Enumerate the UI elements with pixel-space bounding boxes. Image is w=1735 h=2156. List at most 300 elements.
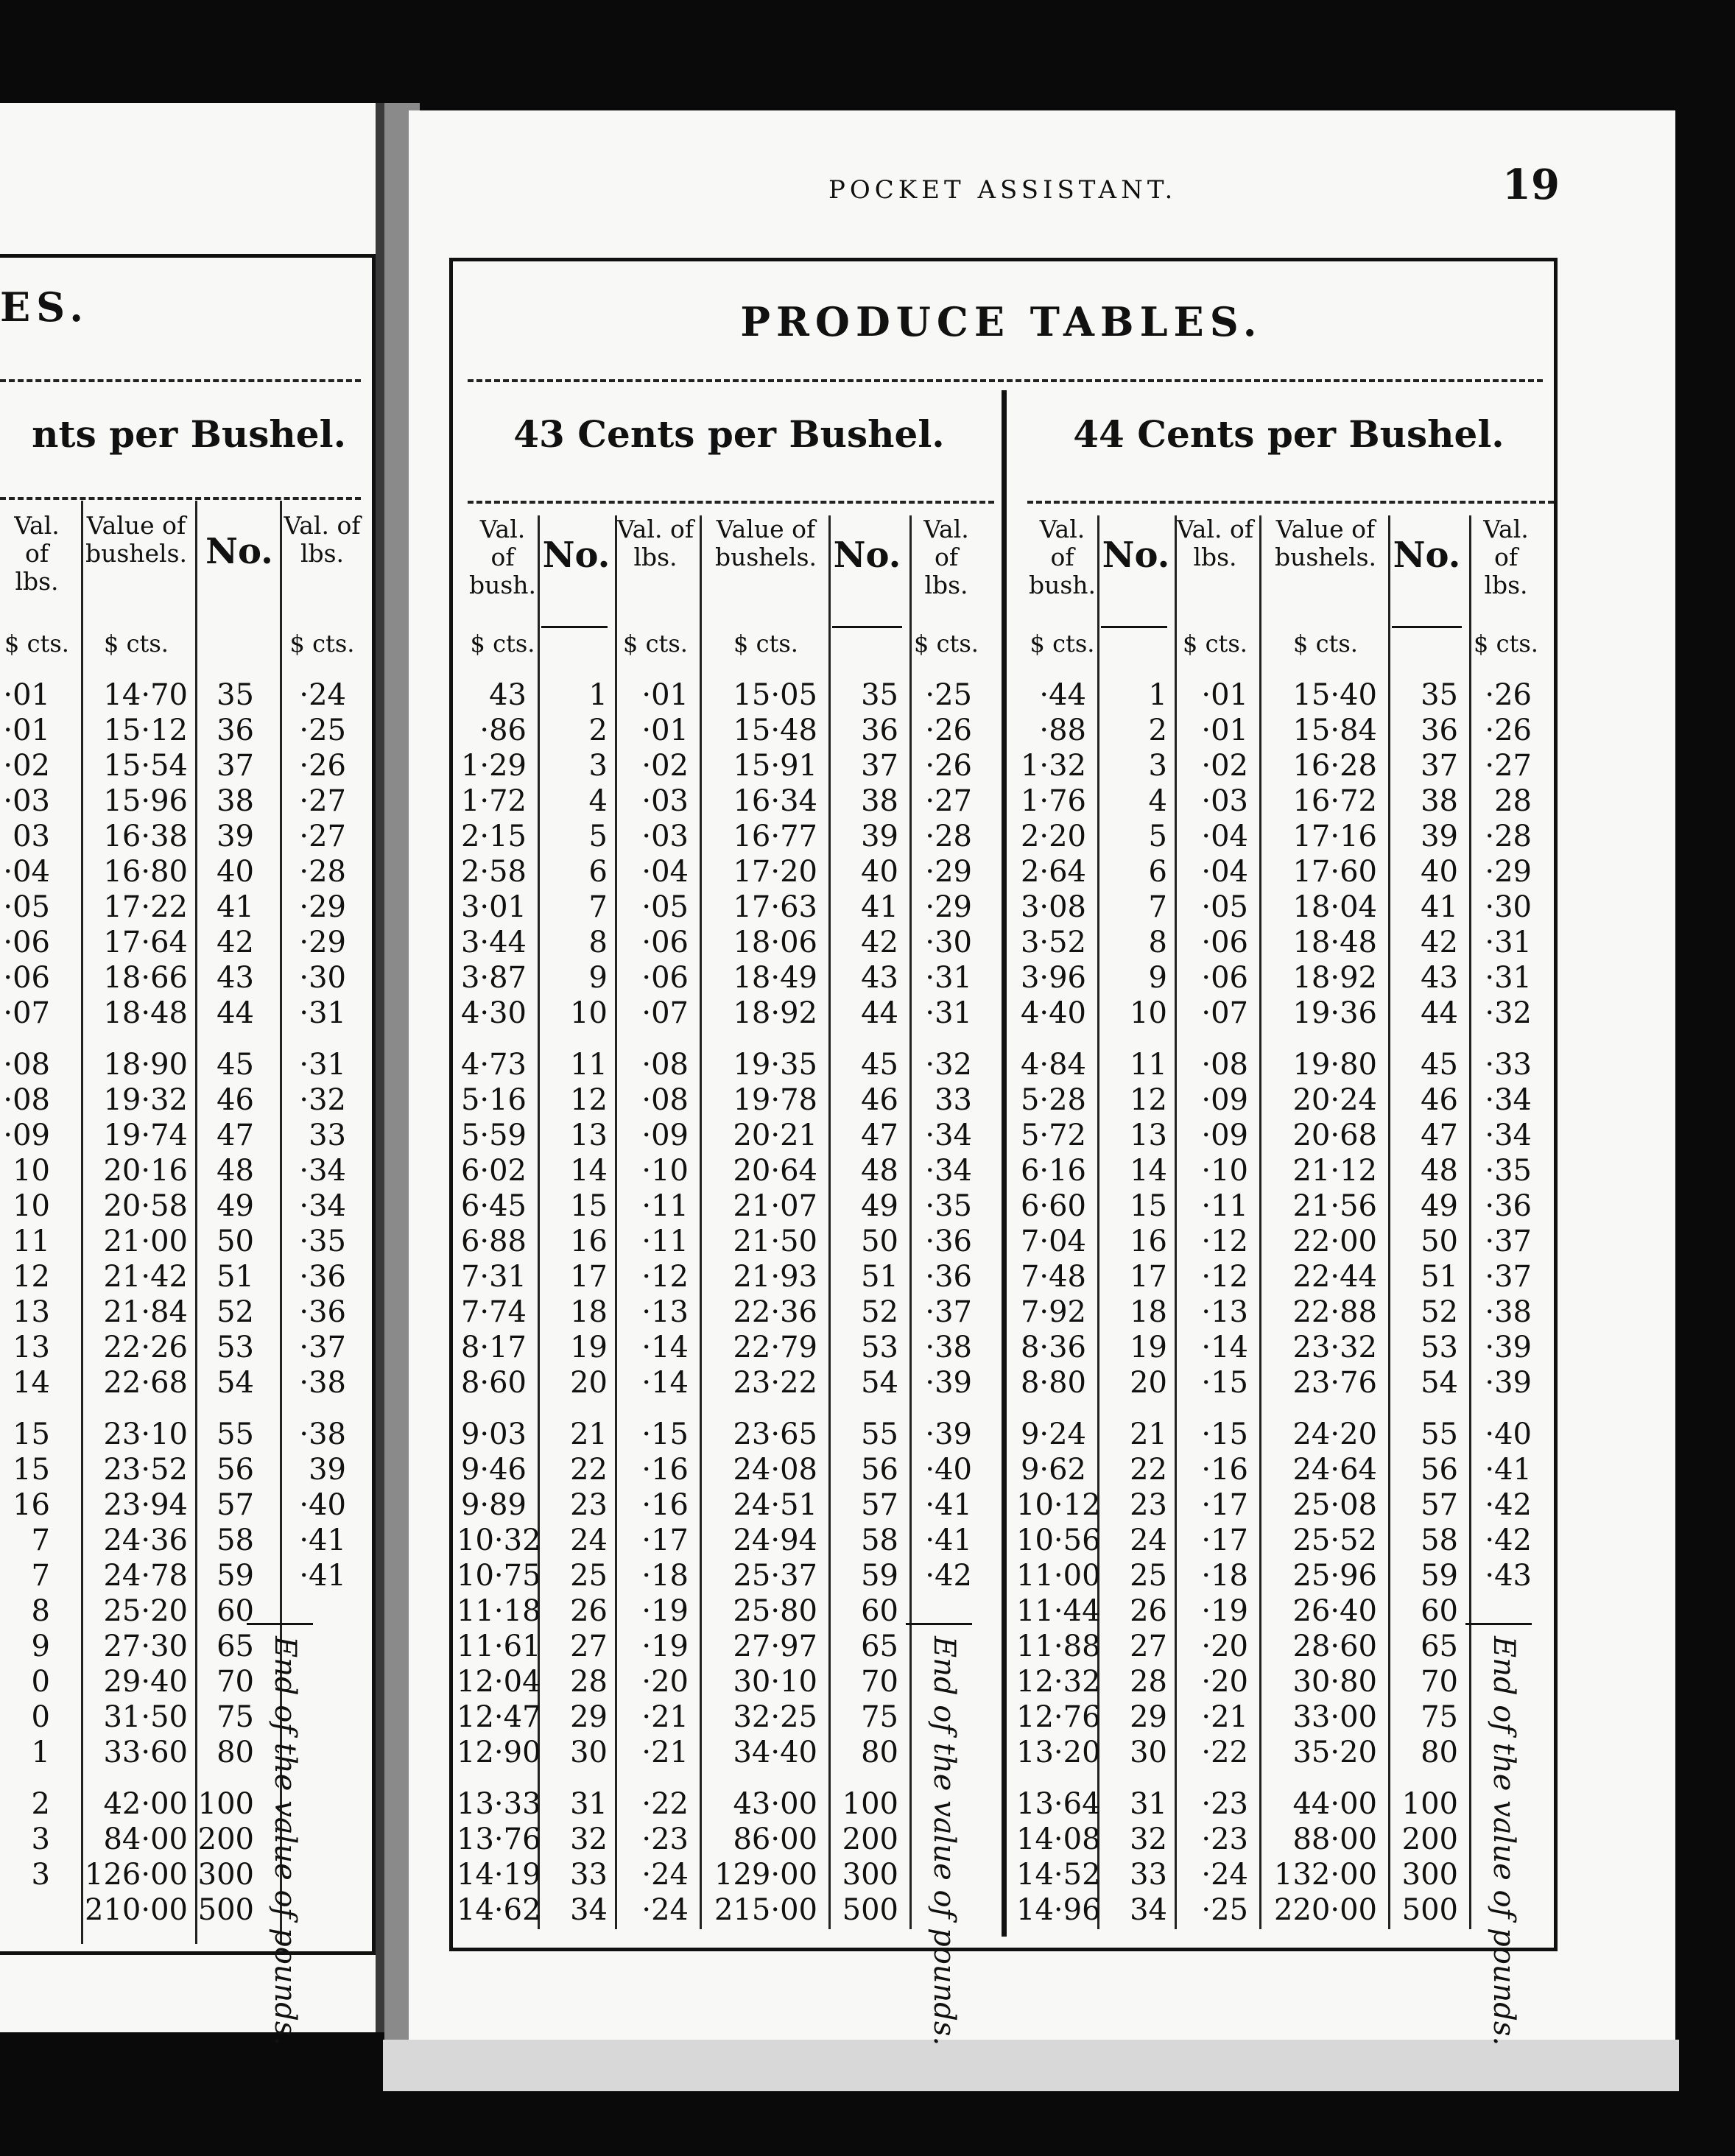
val-lbs-cell: ·24 [1201,1858,1248,1892]
bushels-value-cell: 129·00 [714,1858,817,1892]
bushels-value-cell: 18·92 [1292,961,1377,995]
val-lbs-cell: ·24 [641,1858,689,1892]
column-rule [81,501,83,1944]
val-lbs-cell: ·02 [3,749,50,783]
val-bush-cell: 13·20 [1016,1736,1101,1769]
val-lbs-cell: ·34 [299,1189,346,1223]
val-bush-cell: 7·48 [1020,1260,1086,1294]
number-cell: 52 [217,1295,254,1329]
number-cell: 52 [861,1295,898,1329]
val-lbs-cell: ·27 [1485,749,1532,783]
val-lbs-cell: ·06 [1201,926,1248,959]
val-bush-cell: 8·60 [460,1366,527,1400]
val-lbs-cell: ·26 [925,749,972,783]
val-bush-cell: 7·74 [460,1295,527,1329]
number-cell: 50 [861,1225,898,1258]
val-lbs-cell: ·39 [925,1366,972,1400]
bushels-value-cell: 20·58 [103,1189,188,1223]
val-lbs-cell: ·23 [641,1822,689,1856]
bushels-value-cell: 17·60 [1292,855,1377,889]
val-lbs-cell: ·42 [1485,1523,1532,1557]
val-lbs-cell: ·34 [1485,1118,1532,1152]
val-lbs-cell: 8 [31,1594,50,1628]
number-cell: 16 [1130,1225,1167,1258]
number-cell: 47 [217,1118,254,1152]
val-lbs-cell: ·10 [1201,1154,1248,1188]
unit-label: $ cts. [104,630,169,658]
val-lbs-cell: ·22 [1201,1736,1248,1769]
bushels-value-cell: 18·49 [733,961,817,995]
val-lbs-cell: ·15 [641,1417,689,1451]
number-cell: 7 [588,890,608,924]
number-cell: 14 [570,1154,608,1188]
val-lbs-cell: ·41 [299,1559,346,1593]
number-cell: 39 [217,820,254,853]
bushels-value-cell: 16·72 [1292,784,1377,818]
number-cell: 5 [588,820,608,853]
number-cell: 28 [570,1665,608,1699]
val-bush-cell: 12·47 [457,1700,541,1734]
val-lbs-cell: ·18 [1201,1559,1248,1593]
end-note: End of the value of pounds. [268,1636,302,2046]
val-lbs-cell: ·11 [641,1225,689,1258]
bushels-value-cell: 84·00 [103,1822,188,1856]
val-lbs-cell: ·37 [299,1331,346,1364]
number-cell: 38 [861,784,898,818]
number-cell: 53 [217,1331,254,1364]
number-cell: 200 [197,1822,254,1856]
number-cell: 2 [588,714,608,747]
val-bush-cell: 14·08 [1016,1822,1101,1856]
bushels-value-cell: 15·40 [1292,678,1377,712]
heading-rule [1027,501,1554,504]
bushels-value-cell: 28·60 [1292,1630,1377,1663]
val-lbs-cell: ·06 [641,961,689,995]
bushels-value-cell: 210·00 [85,1893,188,1927]
val-lbs-cell: ·04 [1201,820,1248,853]
unit-label: $ cts. [1183,630,1247,658]
val-lbs-cell: ·43 [1485,1559,1532,1593]
bushels-value-cell: 16·77 [733,820,817,853]
val-lbs-cell: ·28 [1485,820,1532,853]
val-lbs-cell: 10 [13,1189,50,1223]
bushels-value-cell: 18·66 [103,961,188,995]
number-cell: 17 [570,1260,608,1294]
val-lbs-cell: 33 [935,1083,972,1117]
bushels-value-cell: 23·76 [1292,1366,1377,1400]
number-cell: 35 [861,678,898,712]
bushels-value-cell: 132·00 [1274,1858,1377,1892]
number-cell: 38 [1421,784,1458,818]
number-cell: 30 [1130,1736,1167,1769]
val-lbs-cell: ·06 [1201,961,1248,995]
val-lbs-cell: ·39 [925,1417,972,1451]
left-title: ES. [0,283,90,331]
val-lbs-cell: ·24 [299,678,346,712]
val-lbs-cell: ·09 [641,1118,689,1152]
val-lbs-cell: 33 [309,1118,346,1152]
number-cell: 42 [861,926,898,959]
number-cell: 15 [1130,1189,1167,1223]
heading-rule [468,501,994,504]
column-header: Value of bushels. [1274,515,1377,571]
bushels-value-cell: 88·00 [1292,1822,1377,1856]
val-lbs-cell: ·26 [1485,714,1532,747]
val-bush-cell: 4·40 [1020,996,1086,1030]
val-lbs-cell: ·01 [1201,678,1248,712]
val-bush-cell: 43 [489,678,527,712]
val-bush-cell: 2·64 [1020,855,1086,889]
page-number: 19 [1502,161,1560,209]
val-lbs-cell: ·39 [1485,1366,1532,1400]
number-cell: 19 [1130,1331,1167,1364]
number-cell: 56 [1421,1453,1458,1487]
number-cell: 33 [570,1858,608,1892]
val-lbs-cell: 3 [31,1822,50,1856]
column-header: No. [1393,535,1461,576]
number-cell: 36 [1421,714,1458,747]
table-heading: 44 Cents per Bushel. [1073,412,1505,456]
number-cell: 200 [1401,1822,1458,1856]
bushels-value-cell: 16·28 [1292,749,1377,783]
val-lbs-cell: ·33 [1485,1048,1532,1082]
bushels-value-cell: 29·40 [103,1665,188,1699]
number-cell: 12 [570,1083,608,1117]
number-cell: 15 [570,1189,608,1223]
val-lbs-cell: ·01 [1201,714,1248,747]
val-lbs-cell: ·21 [641,1700,689,1734]
bushels-value-cell: 17·20 [733,855,817,889]
val-bush-cell: 14·62 [457,1893,541,1927]
val-lbs-cell: ·41 [925,1523,972,1557]
bushels-value-cell: 33·60 [103,1736,188,1769]
bushels-value-cell: 16·38 [103,820,188,853]
val-lbs-cell: 12 [13,1260,50,1294]
val-bush-cell: 10·56 [1016,1523,1101,1557]
header-rule [541,626,608,628]
val-lbs-cell: ·28 [925,820,972,853]
bushels-value-cell: 24·51 [733,1488,817,1522]
number-cell: 3 [1148,749,1167,783]
number-cell: 8 [588,926,608,959]
val-lbs-cell: ·16 [641,1453,689,1487]
number-cell: 46 [1421,1083,1458,1117]
val-lbs-cell: ·17 [641,1523,689,1557]
val-bush-cell: 8·17 [460,1331,527,1364]
val-bush-cell: 11·88 [1016,1630,1101,1663]
number-cell: 14 [1130,1154,1167,1188]
val-lbs-cell: ·14 [1201,1331,1248,1364]
bushels-value-cell: 35·20 [1292,1736,1377,1769]
number-cell: 40 [217,855,254,889]
number-cell: 1 [588,678,608,712]
number-cell: 40 [861,855,898,889]
val-bush-cell: 4·30 [460,996,527,1030]
number-cell: 51 [217,1260,254,1294]
val-bush-cell: 13·33 [457,1787,541,1821]
val-lbs-cell: 11 [13,1225,50,1258]
val-lbs-cell: ·29 [299,926,346,959]
val-lbs-cell: ·12 [1201,1225,1248,1258]
number-cell: 16 [570,1225,608,1258]
val-lbs-cell: ·34 [299,1154,346,1188]
val-bush-cell: 3·87 [460,961,527,995]
val-lbs-cell: ·19 [641,1630,689,1663]
column-header: No. [833,535,901,576]
val-lbs-cell: ·37 [925,1295,972,1329]
val-bush-cell: 13·64 [1016,1787,1101,1821]
number-cell: 32 [1130,1822,1167,1856]
number-cell: 2 [1148,714,1167,747]
number-cell: 34 [1130,1893,1167,1927]
val-lbs-cell: ·20 [1201,1665,1248,1699]
val-bush-cell: ·88 [1039,714,1086,747]
val-bush-cell: 1·72 [460,784,527,818]
val-lbs-cell: ·38 [925,1331,972,1364]
val-lbs-cell: ·42 [1485,1488,1532,1522]
number-cell: 43 [861,961,898,995]
val-lbs-cell: ·07 [641,996,689,1030]
val-lbs-cell: ·14 [641,1331,689,1364]
bushels-value-cell: 21·00 [103,1225,188,1258]
bushels-value-cell: 126·00 [85,1858,188,1892]
val-lbs-cell: ·13 [641,1295,689,1329]
val-lbs-cell: 15 [13,1417,50,1451]
bushels-value-cell: 18·48 [103,996,188,1030]
val-lbs-cell: ·04 [1201,855,1248,889]
number-cell: 51 [1421,1260,1458,1294]
val-lbs-cell: ·31 [299,996,346,1030]
bushels-value-cell: 17·63 [733,890,817,924]
bushels-value-cell: 23·94 [103,1488,188,1522]
val-lbs-cell: ·09 [1201,1118,1248,1152]
val-lbs-cell: ·14 [641,1366,689,1400]
val-lbs-cell: ·38 [299,1417,346,1451]
number-cell: 55 [217,1417,254,1451]
number-cell: 6 [1148,855,1167,889]
bushels-value-cell: 25·20 [103,1594,188,1628]
val-bush-cell: 10·32 [457,1523,541,1557]
unit-label: $ cts. [623,630,688,658]
bushels-value-cell: 215·00 [714,1893,817,1927]
running-head: POCKET ASSISTANT. [828,175,1178,205]
val-lbs-cell: ·29 [1485,855,1532,889]
val-bush-cell: 2·15 [460,820,527,853]
bushels-value-cell: 19·78 [733,1083,817,1117]
val-lbs-cell: ·35 [1485,1154,1532,1188]
val-lbs-cell: ·27 [925,784,972,818]
bushels-value-cell: 24·94 [733,1523,817,1557]
val-lbs-cell: ·05 [1201,890,1248,924]
unit-label: $ cts. [733,630,798,658]
number-cell: 38 [217,784,254,818]
number-cell: 300 [842,1858,898,1892]
val-lbs-cell: ·32 [1485,996,1532,1030]
val-lbs-cell: ·32 [299,1083,346,1117]
number-cell: 29 [1130,1700,1167,1734]
val-lbs-cell: 16 [13,1488,50,1522]
number-cell: 57 [861,1488,898,1522]
val-lbs-cell: ·36 [925,1225,972,1258]
bushels-value-cell: 18·48 [1292,926,1377,959]
number-cell: 27 [1130,1630,1167,1663]
val-lbs-cell: ·04 [641,855,689,889]
val-lbs-cell: ·07 [3,996,50,1030]
number-cell: 31 [1130,1787,1167,1821]
val-lbs-cell: 13 [13,1295,50,1329]
number-cell: 42 [1421,926,1458,959]
bushels-value-cell: 20·16 [103,1154,188,1188]
val-lbs-cell: 13 [13,1331,50,1364]
val-bush-cell: 12·76 [1016,1700,1101,1734]
bushels-value-cell: 16·80 [103,855,188,889]
val-lbs-cell: 10 [13,1154,50,1188]
number-cell: 60 [1421,1594,1458,1628]
number-cell: 30 [570,1736,608,1769]
number-cell: 56 [861,1453,898,1487]
val-bush-cell: 4·84 [1020,1048,1086,1082]
number-cell: 65 [861,1630,898,1663]
val-lbs-cell: ·31 [1485,961,1532,995]
number-cell: 80 [217,1736,254,1769]
val-lbs-cell: ·04 [3,855,50,889]
bushels-value-cell: 16·34 [733,784,817,818]
val-lbs-cell: 0 [31,1665,50,1699]
val-bush-cell: 12·32 [1016,1665,1101,1699]
unit-label: $ cts. [1474,630,1538,658]
number-cell: 45 [1421,1048,1458,1082]
val-lbs-cell: ·01 [3,714,50,747]
table-divider [1002,390,1007,1937]
val-bush-cell: 7·92 [1020,1295,1086,1329]
bushels-value-cell: 86·00 [733,1822,817,1856]
number-cell: 37 [1421,749,1458,783]
val-lbs-cell: ·23 [1201,1822,1248,1856]
number-cell: 13 [1130,1118,1167,1152]
val-lbs-cell: ·05 [3,890,50,924]
val-bush-cell: 9·62 [1020,1453,1086,1487]
number-cell: 26 [570,1594,608,1628]
number-cell: 70 [217,1665,254,1699]
number-cell: 4 [588,784,608,818]
val-lbs-cell: ·40 [925,1453,972,1487]
number-cell: 5 [1148,820,1167,853]
val-lbs-cell: ·36 [299,1260,346,1294]
bushels-value-cell: 30·10 [733,1665,817,1699]
number-cell: 53 [1421,1331,1458,1364]
number-cell: 35 [1421,678,1458,712]
number-cell: 75 [217,1700,254,1734]
number-cell: 54 [861,1366,898,1400]
val-bush-cell: ·86 [479,714,527,747]
number-cell: 500 [1401,1893,1458,1927]
val-bush-cell: 6·45 [460,1189,527,1223]
number-cell: 58 [217,1523,254,1557]
val-lbs-cell: ·10 [641,1154,689,1188]
val-lbs-cell: ·21 [641,1736,689,1769]
left-title-rule [0,379,361,382]
bushels-value-cell: 20·24 [1292,1083,1377,1117]
val-lbs-cell: ·23 [1201,1787,1248,1821]
number-cell: 300 [197,1858,254,1892]
val-lbs-cell: 1 [31,1736,50,1769]
val-lbs-cell: ·16 [1201,1453,1248,1487]
column-header: Val. of lbs. [923,515,969,599]
bushels-value-cell: 21·07 [733,1189,817,1223]
val-lbs-cell: ·34 [925,1118,972,1152]
number-cell: 43 [217,961,254,995]
header-rule [1101,626,1167,628]
end-rule [1465,1623,1532,1625]
bushels-value-cell: 21·42 [103,1260,188,1294]
val-lbs-cell: ·06 [3,961,50,995]
val-lbs-cell: ·25 [299,714,346,747]
number-cell: 100 [842,1787,898,1821]
bushels-value-cell: 21·84 [103,1295,188,1329]
val-lbs-cell: ·40 [1485,1417,1532,1451]
val-lbs-cell: ·29 [925,890,972,924]
number-cell: 65 [217,1630,254,1663]
bushels-value-cell: 23·22 [733,1366,817,1400]
bushels-value-cell: 19·36 [1292,996,1377,1030]
bushels-value-cell: 19·74 [103,1118,188,1152]
number-cell: 28 [1130,1665,1167,1699]
bushels-value-cell: 27·97 [733,1630,817,1663]
bushels-value-cell: 21·93 [733,1260,817,1294]
val-lbs-cell: ·08 [641,1048,689,1082]
unit-label: $ cts. [1293,630,1358,658]
number-cell: 49 [861,1189,898,1223]
number-cell: 100 [1401,1787,1458,1821]
val-bush-cell: 9·46 [460,1453,527,1487]
val-bush-cell: ·44 [1039,678,1086,712]
val-lbs-cell: ·26 [299,749,346,783]
val-lbs-cell: ·02 [1201,749,1248,783]
val-bush-cell: 3·01 [460,890,527,924]
val-lbs-cell: ·29 [299,890,346,924]
val-bush-cell: 12·90 [457,1736,541,1769]
number-cell: 22 [1130,1453,1167,1487]
number-cell: 47 [1421,1118,1458,1152]
number-cell: 6 [588,855,608,889]
number-cell: 75 [861,1700,898,1734]
val-bush-cell: 1·76 [1020,784,1086,818]
number-cell: 44 [217,996,254,1030]
val-bush-cell: 9·03 [460,1417,527,1451]
val-lbs-cell: 0 [31,1700,50,1734]
number-cell: 44 [861,996,898,1030]
val-lbs-cell: ·07 [1201,996,1248,1030]
val-lbs-cell: ·03 [641,820,689,853]
val-lbs-cell: ·20 [1201,1630,1248,1663]
val-bush-cell: 13·76 [457,1822,541,1856]
val-bush-cell: 6·60 [1020,1189,1086,1223]
val-lbs-cell: ·35 [299,1225,346,1258]
val-lbs-cell: ·01 [641,714,689,747]
bushels-value-cell: 15·48 [733,714,817,747]
val-bush-cell: 5·16 [460,1083,527,1117]
number-cell: 37 [861,749,898,783]
number-cell: 59 [861,1559,898,1593]
val-lbs-cell: ·02 [641,749,689,783]
number-cell: 24 [570,1523,608,1557]
bushels-value-cell: 18·06 [733,926,817,959]
bushels-value-cell: 25·80 [733,1594,817,1628]
bushels-value-cell: 21·50 [733,1225,817,1258]
bushels-value-cell: 15·91 [733,749,817,783]
bushels-value-cell: 20·68 [1292,1118,1377,1152]
val-bush-cell: 3·44 [460,926,527,959]
